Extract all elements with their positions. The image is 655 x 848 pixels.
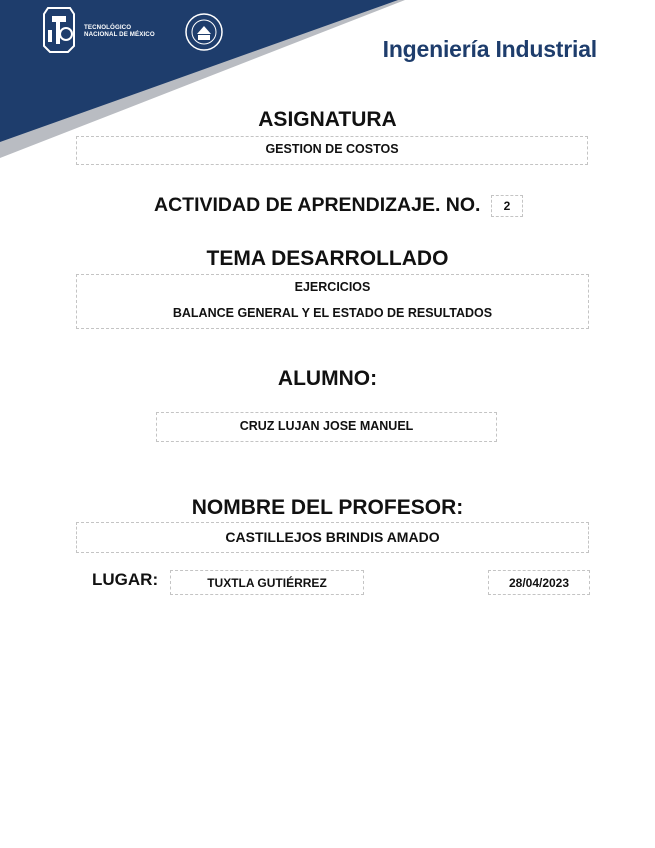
lugar-label: LUGAR: — [92, 570, 159, 589]
institution-name-line1: TECNOLÓGICO — [84, 24, 132, 31]
institution-name-line2: NACIONAL DE MÉXICO — [84, 31, 155, 38]
tecnm-logo-icon — [40, 6, 78, 54]
date-box — [488, 570, 590, 595]
alumno-heading: ALUMNO: — [277, 367, 378, 390]
profesor-value: CASTILLEJOS BRINDIS AMADO — [225, 529, 440, 545]
institute-seal-icon — [184, 12, 224, 52]
date-value: 28/04/2023 — [508, 576, 570, 590]
career-title: Ingeniería Industrial — [382, 36, 597, 62]
asignatura-box — [76, 136, 588, 165]
profesor-box — [76, 522, 589, 553]
institution-name — [84, 24, 155, 38]
profesor-heading: NOMBRE DEL PROFESOR: — [191, 496, 464, 519]
tema-heading: TEMA DESARROLLADO — [206, 247, 449, 270]
asignatura-value: GESTION DE COSTOS — [265, 142, 399, 156]
alumno-box — [156, 412, 497, 442]
actividad-number: 2 — [491, 195, 523, 217]
lugar-box — [170, 570, 364, 595]
lugar-value: TUXTLA GUTIÉRREZ — [207, 576, 327, 590]
tema-line1: EJERCICIOS — [294, 280, 371, 294]
asignatura-heading: ASIGNATURA — [258, 108, 397, 131]
alumno-value: CRUZ LUJAN JOSE MANUEL — [239, 419, 414, 433]
tema-line2: BALANCE GENERAL Y EL ESTADO DE RESULTADOS — [172, 306, 493, 320]
actividad-heading: ACTIVIDAD DE APRENDIZAJE. NO. — [154, 194, 481, 216]
tema-box — [76, 274, 589, 329]
actividad-row — [154, 194, 523, 220]
